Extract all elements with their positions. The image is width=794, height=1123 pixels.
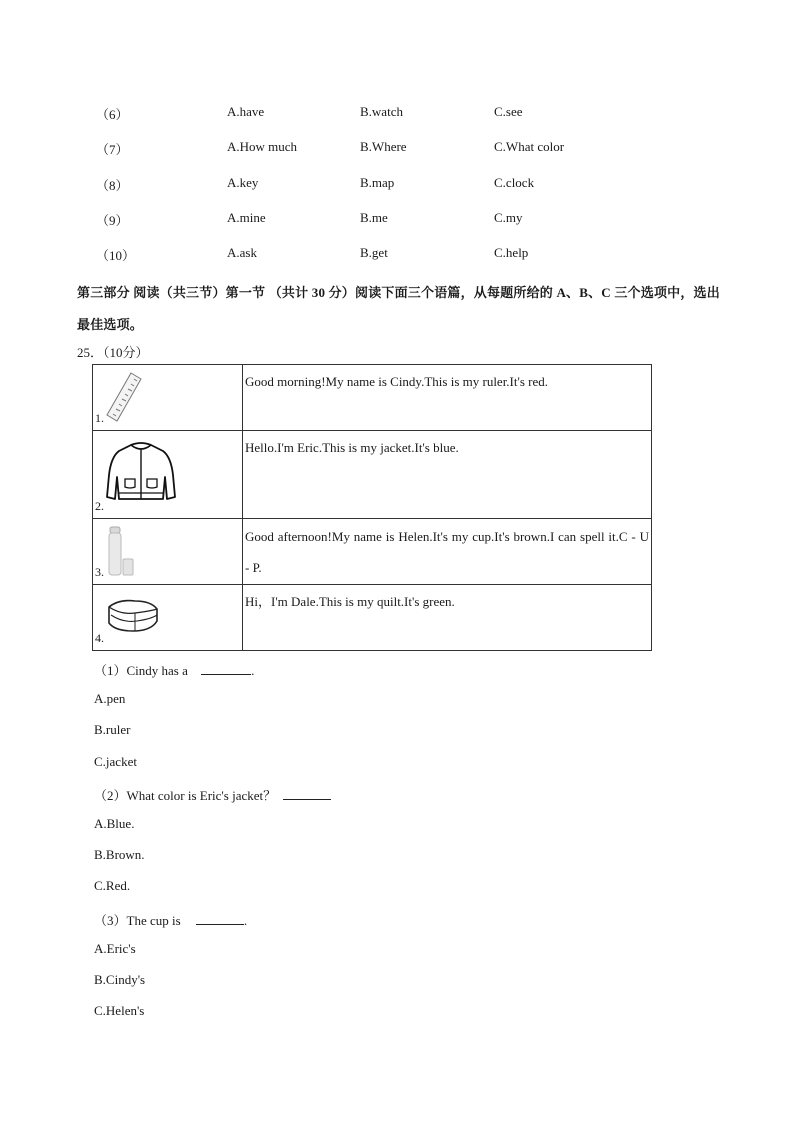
ruler-icon: [105, 371, 145, 423]
item-number: 2.: [95, 499, 104, 513]
item-text: [243, 431, 652, 519]
answer-option: B.Cindy's: [94, 972, 146, 987]
question-number: 25．（10分）: [77, 345, 149, 360]
question-stem: [94, 660, 254, 679]
option-c: C.see: [494, 104, 523, 119]
answer-option: B.Brown.: [94, 847, 145, 862]
option-a: A.mine: [227, 210, 266, 225]
answer-option: A.pen: [94, 691, 126, 706]
option-number: （7）: [96, 142, 129, 157]
jacket-icon: [105, 439, 177, 505]
table-row: [93, 365, 652, 431]
answer-option: B.ruler: [94, 722, 131, 737]
option-number: （10）: [96, 248, 136, 263]
item-number: 3.: [95, 565, 104, 579]
answer-option: C.Red.: [94, 878, 131, 893]
option-number: （8）: [96, 178, 129, 193]
option-c: C.What color: [494, 139, 565, 154]
reading-table: [92, 364, 652, 651]
item-text-line: Good morning!My name is Cindy.This is my ruler.It's red.: [245, 374, 548, 389]
option-c: C.clock: [494, 175, 535, 190]
picture-cell: [93, 519, 243, 585]
item-number: 1.: [95, 411, 104, 425]
question-text: （3）The cup is: [94, 913, 181, 928]
item-text: [243, 365, 652, 431]
item-text-line: Good afternoon!My name is Helen.It's my cup.It's brown.I can spell it.C - U - P.: [245, 529, 649, 575]
question-end: .: [251, 663, 255, 678]
cup-icon: [107, 525, 137, 577]
answer-option: A.Blue.: [94, 816, 135, 831]
picture-cell: [93, 431, 243, 519]
option-b: B.watch: [360, 104, 403, 119]
option-number: （6）: [96, 107, 129, 122]
picture-cell: [93, 585, 243, 651]
option-a: A.key: [227, 175, 259, 190]
answer-option: C.Helen's: [94, 1003, 145, 1018]
option-b: B.Where: [360, 139, 407, 154]
table-row: [93, 431, 652, 519]
section-heading: 第三部分 阅读（共三节）第一节 （共计 30 分）阅读下面三个语篇，从每题所给的 A、B、C 三个选项中，选出最佳选项。: [77, 285, 720, 332]
picture-cell: [93, 365, 243, 431]
option-number: （9）: [96, 213, 129, 228]
option-a: A.How much: [227, 139, 298, 154]
option-row: [0, 104, 794, 124]
question-stem: [94, 910, 247, 929]
option-c: C.help: [494, 245, 529, 260]
option-b: B.map: [360, 175, 395, 190]
question-text: （1）Cindy has a: [94, 663, 188, 678]
option-a: A.ask: [227, 245, 257, 260]
option-a: A.have: [227, 104, 265, 119]
option-row: [0, 210, 794, 230]
item-text-line: Hi，I'm Dale.This is my quilt.It's green.: [245, 594, 455, 609]
question-text: （2）What color is Eric's jacket？: [94, 788, 277, 803]
item-text: [243, 585, 652, 651]
table-row: [93, 519, 652, 585]
option-b: B.me: [360, 210, 388, 225]
answer-blank[interactable]: [201, 662, 251, 675]
option-row: [0, 245, 794, 265]
question-end: .: [243, 913, 248, 928]
option-b: B.get: [360, 245, 388, 260]
option-c: C.my: [494, 210, 523, 225]
answer-blank[interactable]: [283, 787, 331, 800]
item-text-line: Hello.I'm Eric.This is my jacket.It's blue.: [245, 440, 459, 455]
answer-option: C.jacket: [94, 754, 137, 769]
option-row: [0, 139, 794, 159]
answer-blank[interactable]: [196, 912, 244, 925]
table-row: [93, 585, 652, 651]
question-stem: [94, 785, 331, 804]
item-number: 4.: [95, 631, 104, 645]
quilt-icon: [105, 595, 161, 635]
item-text: [243, 519, 652, 585]
answer-option: A.Eric's: [94, 941, 136, 956]
option-row: [0, 175, 794, 195]
